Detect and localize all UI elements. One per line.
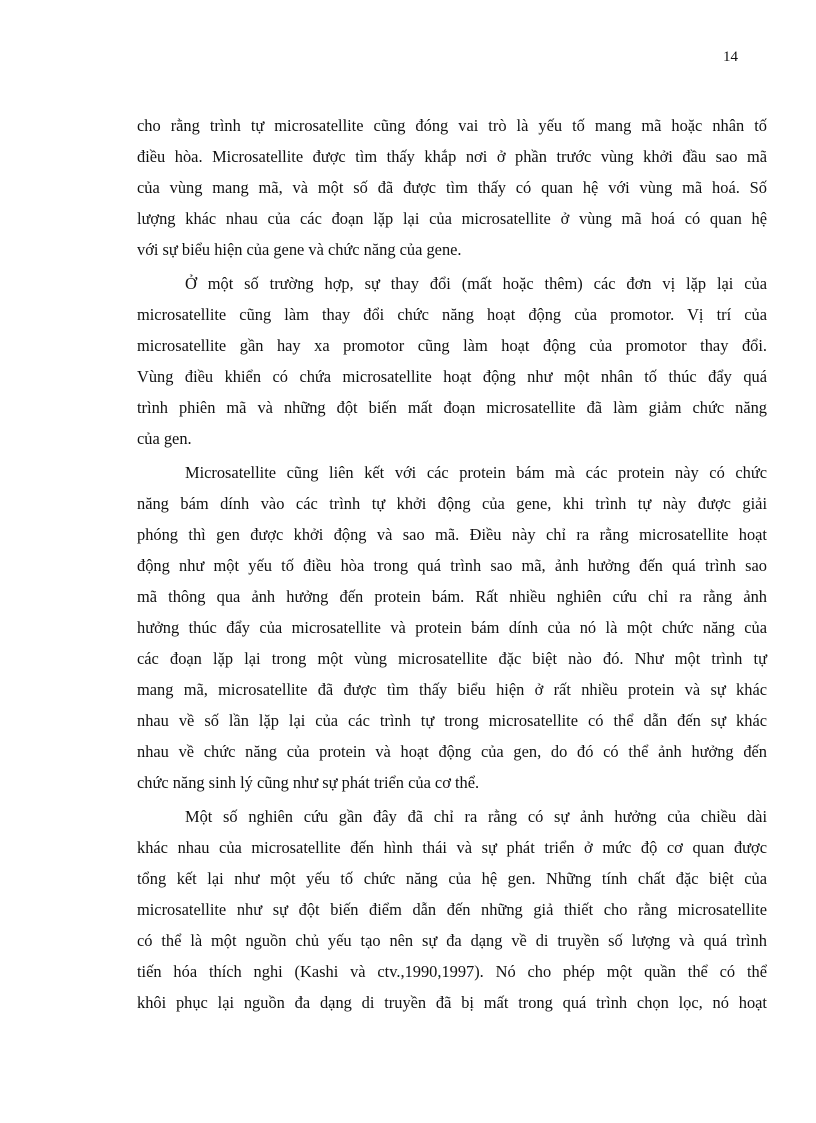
paragraph [137, 110, 767, 265]
text-line: nhau về số lần lặp lại của các trình tự trong microsatellite có thể dẫn đến sự khác [137, 711, 767, 730]
text-line: các đoạn lặp lại trong một vùng microsatellite đặc biệt nào đó. Như một trình tự [137, 649, 767, 668]
text-line: mã thông qua ảnh hưởng đến protein bám. Rất nhiều nghiên cứu chỉ ra rằng ảnh [137, 587, 767, 606]
text-line: tổng kết lại như một yếu tố chức năng của hệ gen. Những tính chất đặc biệt của [137, 869, 767, 888]
text-line: Vùng điều khiển có chứa microsatellite hoạt động như một nhân tố thúc đẩy quá [137, 367, 767, 386]
text-line: cho rằng trình tự microsatellite cũng đóng vai trò là yếu tố mang mã hoặc nhân tố [137, 116, 767, 135]
text-line: trình phiên mã và những đột biến mất đoạn microsatellite đã làm giảm chức năng [137, 398, 767, 417]
text-line: với sự biểu hiện của gene và chức năng của gene. [137, 240, 462, 259]
text-line: của gen. [137, 429, 192, 448]
text-line: tiến hóa thích nghi (Kashi và ctv.,1990,1997). Nó cho phép một quần thể có thể [137, 962, 767, 981]
text-line: chức năng sinh lý cũng như sự phát triển của cơ thể. [137, 773, 480, 792]
text-line: microsatellite gần hay xa promotor cũng làm hoạt động của promotor thay đổi. [137, 336, 767, 355]
text-line: Microsatellite cũng liên kết với các protein bám mà các protein này có chức [185, 463, 767, 482]
text-line: nhau về chức năng của protein và hoạt động của gen, do đó có thể ảnh hưởng đến [137, 742, 767, 761]
text-line: khác nhau của microsatellite đến hình thái và sự phát triển ở mức độ cơ quan được [137, 838, 767, 857]
page-number: 14 [723, 49, 738, 65]
text-line: mang mã, microsatellite đã được tìm thấy biểu hiện ở rất nhiều protein và sự khác [137, 680, 767, 699]
text-line: điều hòa. Microsatellite được tìm thấy khắp nơi ở phần trước vùng khởi đầu sao mã [137, 147, 767, 166]
text-line: có thể là một nguồn chủ yếu tạo nên sự đa dạng về di truyền số lượng và quá trình [137, 931, 767, 950]
text-line: Ở một số trường hợp, sự thay đổi (mất hoặc thêm) các đơn vị lặp lại của [185, 274, 767, 293]
text-line: khôi phục lại nguồn đa dạng di truyền đã bị mất trong quá trình chọn lọc, nó hoạt [137, 993, 767, 1012]
text-line: hưởng thúc đẩy của microsatellite và protein bám dính của nó là một chức năng của [137, 618, 767, 637]
text-line: lượng khác nhau của các đoạn lặp lại của microsatellite ở vùng mã hoá có quan hệ [137, 209, 767, 228]
text-line: microsatellite như sự đột biến điểm dẫn đến những giả thiết cho rằng microsatellite [137, 900, 767, 919]
paragraph [137, 268, 767, 454]
text-line: phóng thì gen được khởi động và sao mã. Điều này chỉ ra rằng microsatellite hoạt [137, 525, 767, 544]
document-body [137, 110, 767, 1018]
text-line: động như một yếu tố điều hòa trong quá trình sao mã, ảnh hưởng đến quá trình sao [137, 556, 767, 575]
text-line: microsatellite cũng làm thay đổi chức năng hoạt động của promotor. Vị trí của [137, 305, 767, 324]
paragraph [137, 457, 767, 798]
text-line: của vùng mang mã, và một số đã được tìm thấy có quan hệ với vùng mã hoá. Số [137, 178, 767, 197]
text-line: Một số nghiên cứu gần đây đã chỉ ra rằng có sự ảnh hưởng của chiều dài [185, 807, 767, 826]
text-line: năng bám dính vào các trình tự khởi động của gene, khi trình tự này được giải [137, 494, 767, 513]
paragraph [137, 801, 767, 1018]
